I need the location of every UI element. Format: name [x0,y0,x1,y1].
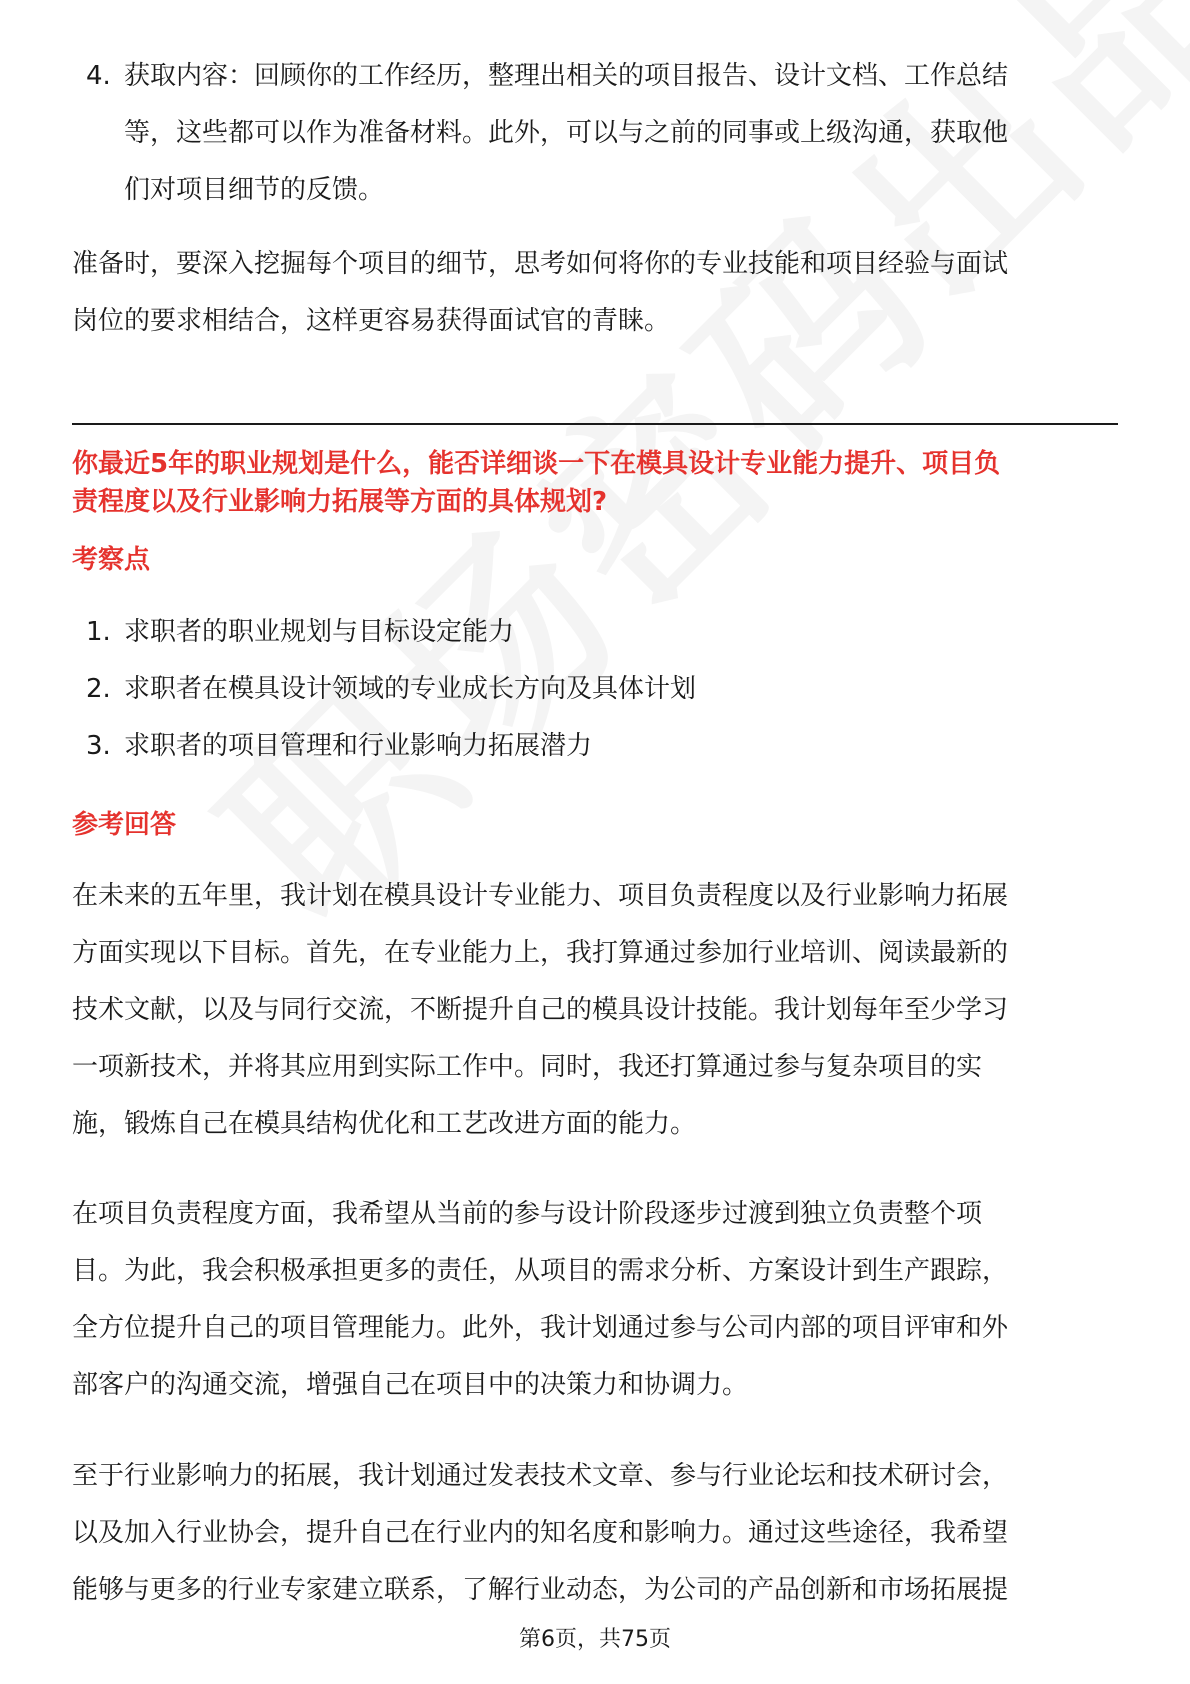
list-text: 求职者的职业规划与目标设定能力 [124,617,515,647]
exam-points-list [86,604,1116,775]
prep-note-paragraph [72,236,1118,350]
list-number: 4. [86,61,111,91]
paragraph-line: 目。为此，我会积极承担更多的责任，从项目的需求分析、方案设计到生产跟踪， [72,1256,1009,1286]
list-number: 1. [86,617,111,647]
paragraph-line: 部客户的沟通交流，增强自己在项目中的决策力和协调力。 [72,1370,749,1400]
paragraph-line: 至于行业影响力的拓展，我计划通过发表技术文章、参与行业论坛和技术研讨会， [72,1461,1009,1491]
paragraph-line: 在未来的五年里，我计划在模具设计专业能力、项目负责程度以及行业影响力拓展 [72,881,1009,911]
continued-list [86,48,1116,219]
list-text: 求职者的项目管理和行业影响力拓展潜力 [124,731,593,761]
answer-paragraph [72,1186,1118,1414]
list-number: 3. [86,731,111,761]
section-divider [72,423,1118,425]
paragraph-line: 岗位的要求相结合，这样更容易获得面试官的青睐。 [72,306,671,336]
paragraph-line: 一项新技术，并将其应用到实际工作中。同时，我还打算通过参与复杂项目的实 [72,1052,983,1082]
paragraph-line: 在项目负责程度方面，我希望从当前的参与设计阶段逐步过渡到独立负责整个项 [72,1199,983,1229]
paragraph-line: 能够与更多的行业专家建立联系，了解行业动态，为公司的产品创新和市场拓展提 [72,1575,1009,1605]
question-line: 你最近5年的职业规划是什么，能否详细谈一下在模具设计专业能力提升、项目负 [72,449,1001,479]
list-text: 求职者在模具设计领域的专业成长方向及具体计划 [124,674,697,704]
paragraph-line: 施，锻炼自己在模具结构优化和工艺改进方面的能力。 [72,1109,697,1139]
question-line: 责程度以及行业影响力拓展等方面的具体规划? [72,487,608,517]
list-number: 2. [86,674,111,704]
paragraph-line: 以及加入行业协会，提升自己在行业内的知名度和影响力。通过这些途径，我希望 [72,1518,1009,1548]
exam-points-label: 考察点 [72,545,151,575]
answer-paragraph [72,1448,1118,1619]
list-item [86,718,1116,775]
paragraph-line: 准备时，要深入挖掘每个项目的细节，思考如何将你的专业技能和项目经验与面试 [72,249,1009,279]
paragraph-line: 技术文献，以及与同行交流，不断提升自己的模具设计技能。我计划每年至少学习 [72,995,1009,1025]
list-line: 获取内容：回顾你的工作经历，整理出相关的项目报告、设计文档、工作总结 [124,61,1009,91]
list-item [86,604,1116,661]
list-line: 们对项目细节的反馈。 [124,175,385,205]
list-item [86,48,1116,219]
page-number-footer: 第6页，共75页 [519,1627,671,1652]
paragraph-line: 全方位提升自己的项目管理能力。此外，我计划通过参与公司内部的项目评审和外 [72,1313,1009,1343]
list-line: 等，这些都可以作为准备材料。此外，可以与之前的同事或上级沟通，获取他 [124,118,1009,148]
question-heading [72,445,1118,521]
reference-answer-label: 参考回答 [72,810,177,840]
paragraph-line: 方面实现以下目标。首先，在专业能力上，我打算通过参加行业培训、阅读最新的 [72,938,1009,968]
list-item [86,661,1116,718]
answer-paragraph [72,868,1118,1153]
